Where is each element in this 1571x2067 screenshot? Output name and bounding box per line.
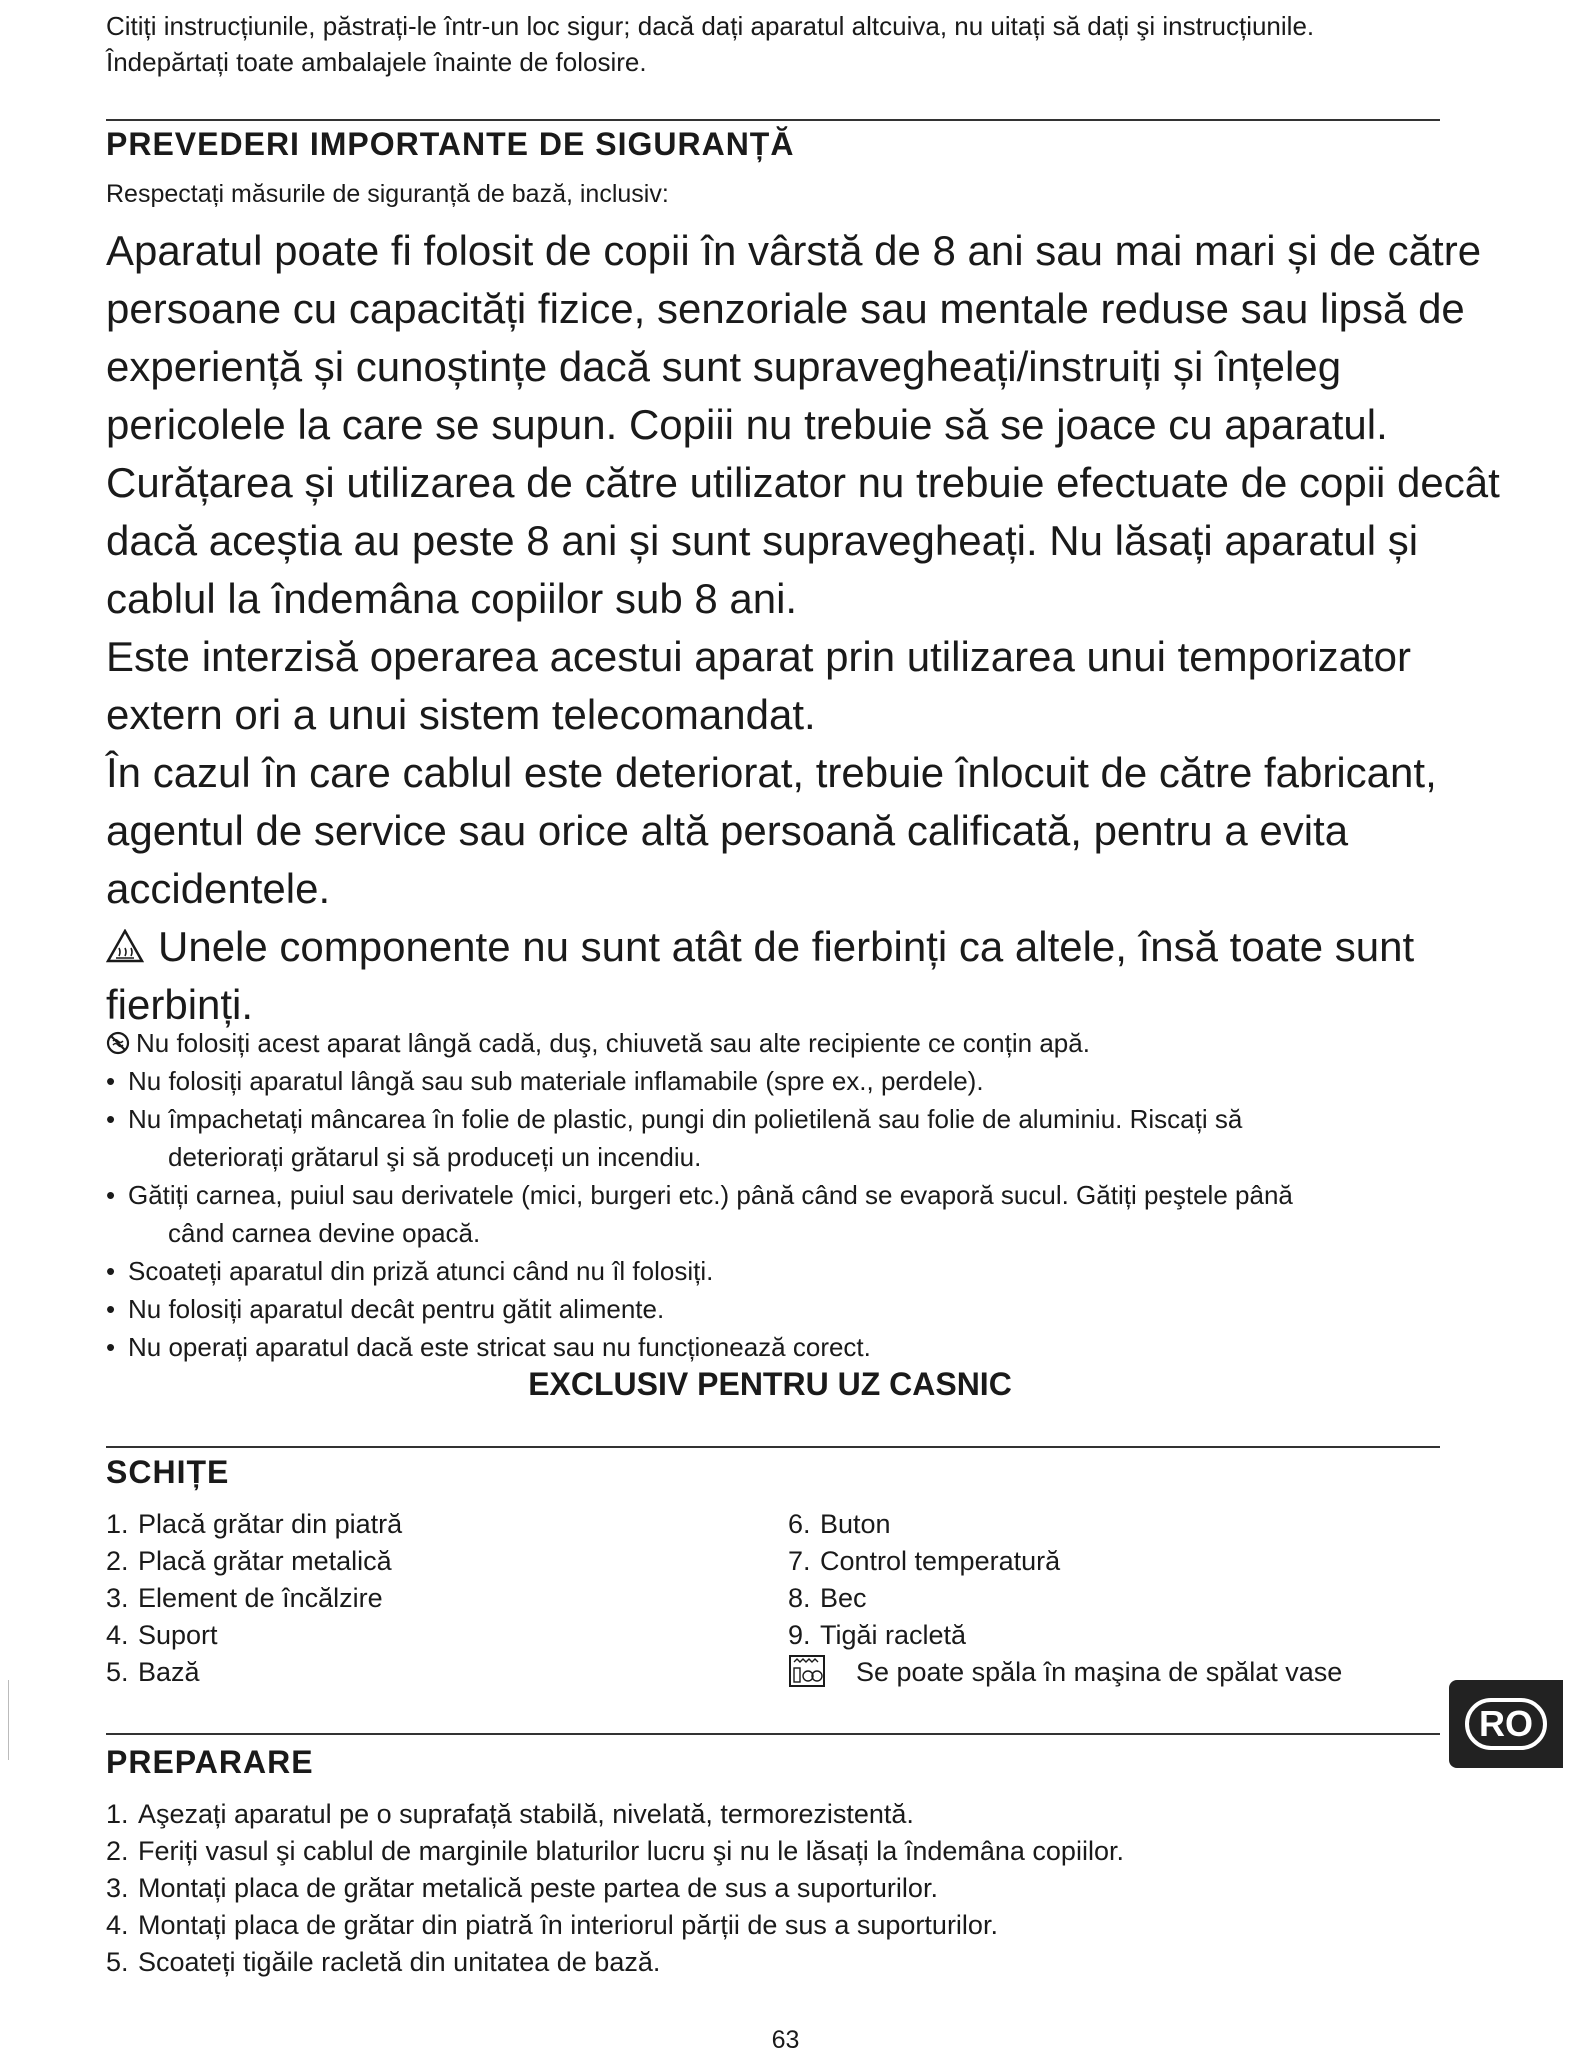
list-item: 3. Element de încălzire <box>106 1583 383 1613</box>
bullet: • <box>106 1180 116 1210</box>
list-item-continuation: când carnea devine opacă. <box>168 1218 481 1248</box>
hot-surface-paragraph <box>106 918 1506 1034</box>
intro-line-2: Îndepărtați toate ambalajele înainte de folosire. <box>106 47 647 77</box>
bullet: • <box>106 1104 116 1134</box>
page-number: 63 <box>771 2026 800 2054</box>
edge-mark <box>8 1680 9 1760</box>
intro-line-1: Citiți instrucțiunile, păstrați-le într-un loc sigur; dacă dați aparatul altcuiva, nu uitați să dați şi instrucțiunile. <box>106 11 1315 41</box>
list-item: 2. Feriți vasul şi cablul de marginile blaturilor lucru şi nu le lăsați la îndemâna copiilor. <box>106 1836 1124 1866</box>
list-item: 2. Placă grătar metalică <box>106 1546 392 1576</box>
bullet: • <box>106 1256 116 1286</box>
no-water-icon <box>106 1031 130 1055</box>
preparation-heading: PREPARARE <box>106 1744 314 1780</box>
parts-heading: SCHIȚE <box>106 1454 230 1490</box>
bullet: • <box>106 1294 116 1324</box>
list-item: • Gătiți carnea, puiul sau derivatele (mici, burgeri etc.) până când se evaporă sucul. Gătiți peştele până <box>106 1176 1466 1214</box>
safety-subheading: Respectați măsurile de siguranță de bază, inclusiv: <box>106 180 669 208</box>
list-item: 7. Control temperatură <box>788 1546 1061 1576</box>
safety-heading: PREVEDERI IMPORTANTE DE SIGURANȚĂ <box>106 126 795 162</box>
list-item: • Nu operați aparatul dacă este stricat sau nu funcționează corect. <box>106 1328 1466 1366</box>
household-use-notice: EXCLUSIV PENTRU UZ CASNIC <box>528 1366 1012 1402</box>
section-divider <box>106 1733 1440 1735</box>
safety-paragraph: În cazul în care cablul este deteriorat, trebuie înlocuit de către fabricant, agentul de service sau orice altă persoană calificată, pentru a evita accidentele. <box>106 749 1437 912</box>
parts-list-right <box>788 1506 1342 1691</box>
list-item: • Nu folosiți aparatul lângă sau sub materiale inflamabile (spre ex., perdele). <box>106 1062 1466 1100</box>
water-warning-text: Nu folosiți acest aparat lângă cadă, duş, chiuvetă sau alte recipiente ce conțin apă. <box>136 1028 1090 1058</box>
bullet: • <box>106 1332 116 1362</box>
list-item: • Nu împachetați mâncarea în folie de plastic, pungi din polietilenă sau folie de aluminiu. Riscați să <box>106 1100 1466 1138</box>
safety-paragraph: Curățarea și utilizarea de către utilizator nu trebuie efectuate de copii decât dacă aceștia au peste 8 ani și sunt supravegheați. Nu lăsați aparatul și cablul la îndemâna copiilor sub 8 ani. <box>106 459 1500 622</box>
list-item: • Scoateți aparatul din priză atunci când nu îl folosiți. <box>106 1252 1466 1290</box>
list-item-continuation: deteriorați grătarul şi să produceți un incendiu. <box>168 1142 702 1172</box>
list-item: 3. Montați placa de grătar metalică peste partea de sus a suporturilor. <box>106 1873 938 1903</box>
list-item: 1. Aşezați aparatul pe o suprafață stabilă, nivelată, termorezistentă. <box>106 1799 914 1829</box>
list-item: 8. Bec <box>788 1583 867 1613</box>
water-warning <box>106 1024 1466 1062</box>
dishwasher-safe-icon <box>788 1654 826 1688</box>
list-item: 6. Buton <box>788 1509 891 1539</box>
language-badge <box>1449 1680 1563 1768</box>
hot-surface-text: Unele componente nu sunt atât de fierbinți ca altele, însă toate sunt fierbinți. <box>106 923 1415 1028</box>
safety-paragraphs <box>106 222 1506 1034</box>
preparation-steps <box>106 1796 1124 1981</box>
list-item: 5. Scoateți tigăile racletă din unitatea de bază. <box>106 1947 661 1977</box>
dishwasher-note-text: Se poate spăla în maşina de spălat vase <box>856 1657 1343 1687</box>
section-divider <box>106 1446 1440 1448</box>
list-item: 4. Suport <box>106 1620 218 1650</box>
list-item: 5. Bază <box>106 1657 200 1687</box>
hot-surface-warning-icon <box>106 929 144 963</box>
bullet: • <box>106 1066 116 1096</box>
intro-text <box>106 8 1446 80</box>
safety-paragraph: Aparatul poate fi folosit de copii în vârstă de 8 ani sau mai mari și de către persoane cu capacități fizice, senzoriale sau mentale reduse sau lipsă de experiență și cunoștințe dacă sunt supravegheați/instruiți și înțeleg pericolele la care se supun. Copiii nu trebuie să se joace cu aparatul. <box>106 227 1482 448</box>
list-item: 4. Montați placa de grătar din piatră în interiorul părții de sus a suporturilor. <box>106 1910 998 1940</box>
section-divider <box>106 119 1440 121</box>
dishwasher-note <box>788 1654 1342 1691</box>
language-code: RO <box>1465 1698 1547 1750</box>
safety-paragraph: Este interzisă operarea acestui aparat prin utilizarea unui temporizator extern ori a unui sistem telecomandat. <box>106 633 1412 738</box>
list-item: 9. Tigăi racletă <box>788 1620 967 1650</box>
list-item: 1. Placă grătar din piatră <box>106 1509 403 1539</box>
safety-bullets <box>106 1024 1466 1366</box>
parts-list-left <box>106 1506 402 1691</box>
list-item: • Nu folosiți aparatul decât pentru gătit alimente. <box>106 1290 1466 1328</box>
